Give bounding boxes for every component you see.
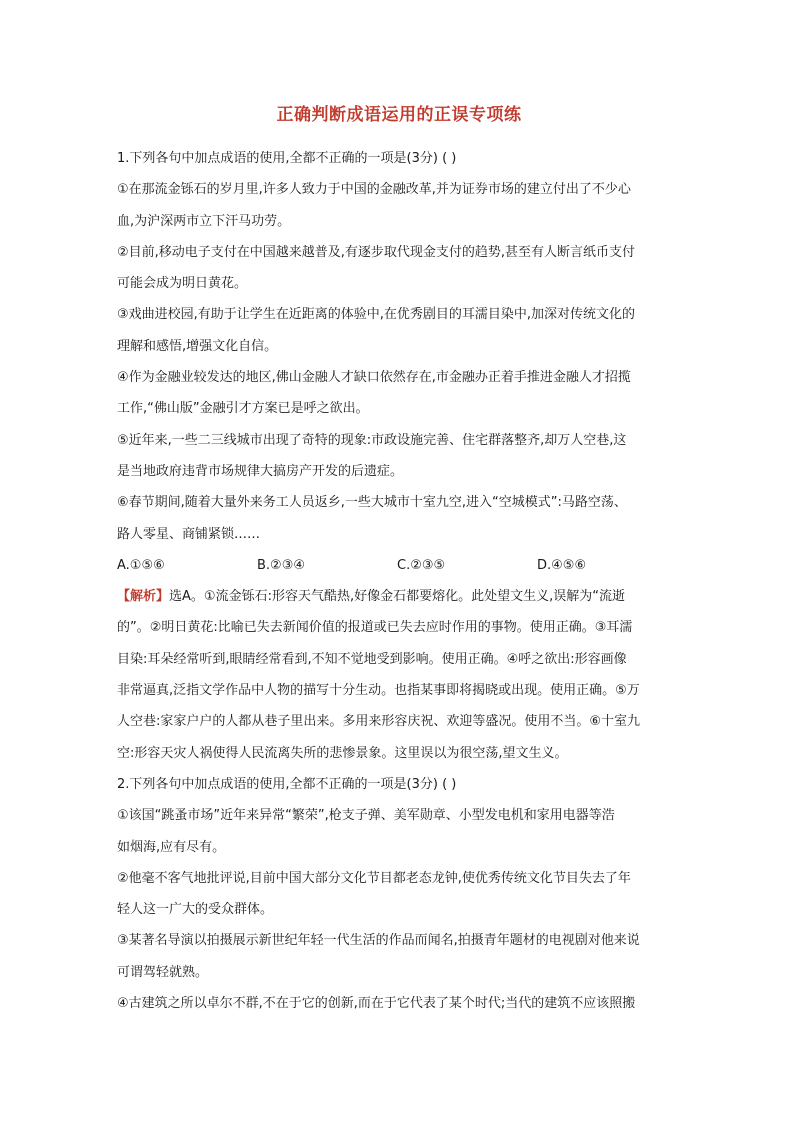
analysis-tag: 【解析】 (117, 589, 170, 605)
question-2-line: 可谓驾轻就熟。 (117, 964, 209, 980)
question-2-stem: 2.下列各句中加点成语的使用,全都不正确的一项是(3分) ( ) (117, 776, 457, 792)
question-2-line: ④古建筑之所以卓尔不群,不在于它的创新,而在于它代表了某个时代;当代的建筑不应该照搬 (117, 996, 636, 1012)
question-1-line: 血,为沪深两市立下汗马功劳。 (117, 213, 291, 229)
question-1-line: 可能会成为明日黄花。 (117, 276, 248, 292)
analysis-line: 人空巷:家家户户的人都从巷子里出来。多用来形容庆祝、欢迎等盛况。使用不当。⑥十室九 (117, 714, 641, 730)
question-1-line: ①在那流金铄石的岁月里,许多人致力于中国的金融改革,并为证券市场的建立付出了不少心 (117, 182, 631, 198)
question-2-line: ③某著名导演以拍摄展示新世纪年轻一代生活的作品而闻名,拍摄青年题材的电视剧对他来说 (117, 933, 640, 949)
document-page (117, 104, 681, 1019)
question-2-line: 如烟海,应有尽有。 (117, 839, 226, 855)
question-2-line: 轻人这一广大的受众群体。 (117, 902, 274, 918)
analysis-line: 空:形容天灾人祸使得人民流离失所的悲惨景象。这里误以为很空荡,望文生义。 (117, 745, 568, 761)
question-1-line: ⑤近年来,一些二三线城市出现了奇特的现象:市政设施完善、住宅群落整齐,却万人空巷,这 (117, 432, 627, 448)
option-d: D.④⑤⑥ (537, 557, 587, 573)
question-1-stem: 1.下列各句中加点成语的使用,全都不正确的一项是(3分) ( ) (117, 151, 457, 166)
analysis-text: 选A。①流金铄石:形容天气酷热,好像金石都要熔化。此处望文生义,误解为“流逝 (169, 589, 625, 605)
question-1-line: 是当地政府违背市场规律大搞房产开发的后遗症。 (117, 463, 404, 479)
question-1-line: ②目前,移动电子支付在中国越来越普及,有逐步取代现金支付的趋势,甚至有人断言纸币支付 (117, 244, 636, 260)
option-c: C.②③⑤ (397, 557, 446, 573)
question-1-line: 工作,“佛山版”金融引才方案已是呼之欲出。 (117, 401, 369, 417)
question-2-line: ①该国“跳蚤市场”近年来异常“繁荣”,枪支子弹、美军勋章、小型发电机和家用电器等浩 (117, 808, 615, 824)
question-1-line: 路人零星、商铺紧锁…… (117, 526, 261, 542)
analysis-line: 非常逼真,泛指文学作品中人物的描写十分生动。也指某事即将揭晓或出现。使用正确。⑤万 (117, 683, 640, 699)
question-1-line: ③戏曲进校园,有助于让学生在近距离的体验中,在优秀剧目的耳濡目染中,加深对传统文化的 (117, 307, 636, 323)
analysis-line: 目染:耳朵经常听到,眼睛经常看到,不知不觉地受到影响。使用正确。④呼之欲出:形容画像 (117, 651, 627, 667)
question-1-options (117, 550, 681, 581)
analysis-line: 的”。②明日黄花:比喻已失去新闻价值的报道或已失去应时作用的事物。使用正确。③耳濡 (117, 620, 633, 636)
analysis-line (117, 581, 681, 612)
question-2-line: ②他毫不客气地批评说,目前中国大部分文化节目都老态龙钟,使优秀传统文化节目失去了年 (117, 870, 631, 886)
page-title: 正确判断成语运用的正误专项练 (276, 105, 522, 125)
option-a: A.①⑤⑥ (117, 557, 165, 573)
question-1-line: 理解和感悟,增强文化自信。 (117, 338, 278, 354)
question-1-line: ⑥春节期间,随着大量外来务工人员返乡,一些大城市十室九空,进入“空城模式”:马路空荡、 (117, 495, 627, 511)
question-1-line: ④作为金融业较发达的地区,佛山金融人才缺口依然存在,市金融办正着手推进金融人才招揽 (117, 370, 631, 386)
option-b: B.②③④ (257, 557, 306, 573)
